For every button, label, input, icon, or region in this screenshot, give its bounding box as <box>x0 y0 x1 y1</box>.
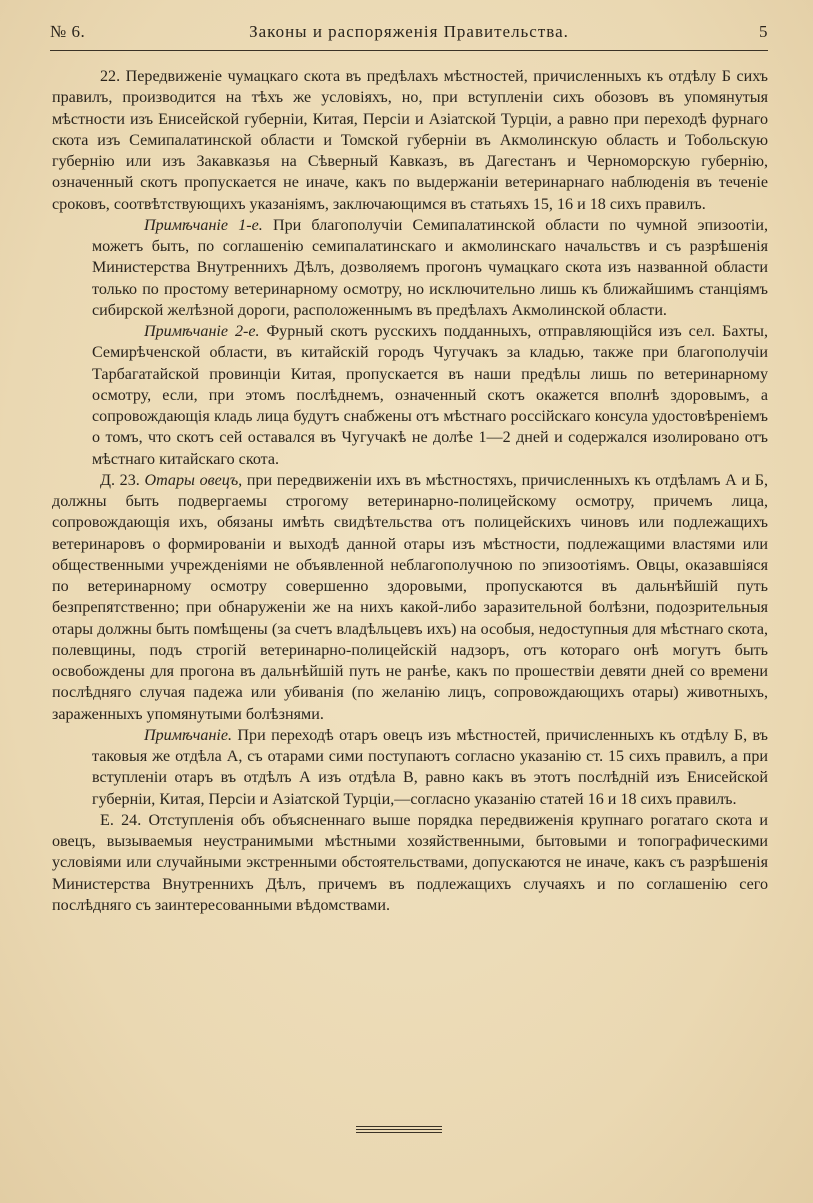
note-1 <box>92 215 768 321</box>
paragraph-23-text: при передвиженіи ихъ въ мѣстностяхъ, причисленныхъ къ отдѣламъ А и Б, должны быть подвергаемы строгому ветеринарно-полицейскому осмотру, причемъ лица, сопровождающія ихъ, обязаны имѣть свидѣтельства отъ полицейскихъ чиновъ или подлежащихъ ветеринаровъ о формированіи и выходѣ данной отары изъ мѣстности, подлежащими властями или общественными учрежденіями не объявленной неблагополучною по эпизоотіямъ. Овцы, оказавшіяся по ветеринарному осмотру совершенно здоровыми, пропускаются въ дальнѣйшій путь безпрепятственно; при обнаруженіи же на нихъ какой-либо заразительной болѣзни, подозрительныя отары должны быть помѣщены (за счетъ владѣльцевъ ихъ) на особыя, недоступныя для мѣстнаго скота, полевщины, подъ строгій ветеринарно-полицейскій надзоръ, отъ котораго онѣ могутъ быть освобождены для прогона въ дальнѣйшій путь не ранѣе, какъ по прошествіи девяти дней со времени послѣдняго случая падежа или убиванія (по желанію лицъ, сопровождающихъ отары) животныхъ, зараженныхъ упомянутыми болѣзнями. <box>52 471 768 723</box>
header-rule <box>50 50 768 51</box>
issue-number: № 6. <box>50 22 86 41</box>
note-3 <box>92 725 768 810</box>
note-1-text: При благополучіи Семипалатинской области по чумной эпизоотіи, можетъ быть, по соглашенію семипалатинскаго и акмолинскаго начальствъ и съ разрѣшенія Министерства Внутреннихъ Дѣлъ, дозволяемъ прогонъ чумацкаго скота изъ названной области только по простому ветеринарному осмотру, но исключительно лишь къ ближайшимъ станціямъ сибирской желѣзной дороги, расположеннымъ въ предѣлахъ Акмолинской области. <box>92 216 769 319</box>
document-body <box>52 66 768 916</box>
page-header <box>50 22 768 48</box>
paragraph-23 <box>52 470 768 725</box>
note-2-text: Фурный скотъ русскихъ подданныхъ, отправляющійся изъ сел. Бахты, Семирѣченской области, въ китайскій городъ Чугучакъ за кладью, также при благополучіи Тарбагатайской провинціи Китая, пропускается въ наши предѣлы лишь по ветеринарному осмотру, если, при этомъ послѣднемъ, означенный скотъ окажется вполнѣ здоровымъ, а сопровождающія кладь лица будутъ снабжены отъ мѣстнаго россійскаго консула удостовѣреніемъ о томъ, что скотъ сей оставался въ Чугучакѣ не долѣе 1—2 дней и содержался изолировано отъ мѣстнаго китайскаго скота. <box>92 323 769 468</box>
paragraph-22: 22. Передвиженіе чумацкаго скота въ предѣлахъ мѣстностей, причисленныхъ къ отдѣлу Б сихъ правилъ, производится на тѣхъ же условіяхъ, но, при вступленіи сихъ обозовъ въ упомянутыя мѣстности изъ Енисейской губерніи, Китая, Персіи и Азіатской Турціи, а равно при переходѣ фурнаго скота изъ Семипалатинской области и Томской губерніи въ Акмолинскую область и Тобольскую губернію или изъ Закавказья на Сѣверный Кавказъ, въ Дагестанъ и Черноморскую губернію, означенный скотъ пропускается не иначе, какъ по выдержаніи ветеринарнаго наблюденія въ теченіе сроковъ, соотвѣтствующихъ указаніямъ, заключающимся въ статьяхъ 15, 16 и 18 сихъ правилъ. <box>52 68 768 213</box>
note-1-label: Примѣчаніе 1-е. <box>144 216 263 234</box>
note-2 <box>92 321 768 470</box>
paragraph-24: Е. 24. Отступленія объ объясненнаго выше порядка передвиженія крупнаго рогатаго скота и овецъ, вызываемыя неустранимыми мѣстными хозяйственными, бытовыми и топографическими условіями или случайными экстренными обстоятельствами, допускаются не иначе, какъ съ разрѣшенія Министерства Внутреннихъ Дѣлъ, причемъ въ подлежащихъ случаяхъ и по соглашенію сего послѣдняго съ заинтересованными вѣдомствами. <box>52 811 768 914</box>
note-3-label: Примѣчаніе. <box>144 726 233 744</box>
page-number: 5 <box>759 22 768 41</box>
paragraph-23-label: Отары овецъ, <box>144 471 243 489</box>
end-ornament-rule <box>356 1126 442 1135</box>
note-3-text: При переходѣ отаръ овецъ изъ мѣстностей, причисленныхъ къ отдѣлу Б, въ таковыя же отдѣла А, съ отарами сими поступаютъ согласно указанію ст. 15 сихъ правилъ, а при вступленіи отаръ въ отдѣлъ А изъ отдѣла В, равно какъ въ этотъ послѣдній изъ Енисейской губерніи, Китая, Персіи и Азіатской Турціи,—согласно указанію статей 16 и 18 сихъ правилъ. <box>92 726 768 808</box>
paragraph-23-number: Д. 23. <box>100 471 145 489</box>
note-2-label: Примѣчаніе 2-е. <box>144 323 260 340</box>
running-title: Законы и распоряженія Правительства. <box>249 22 569 41</box>
